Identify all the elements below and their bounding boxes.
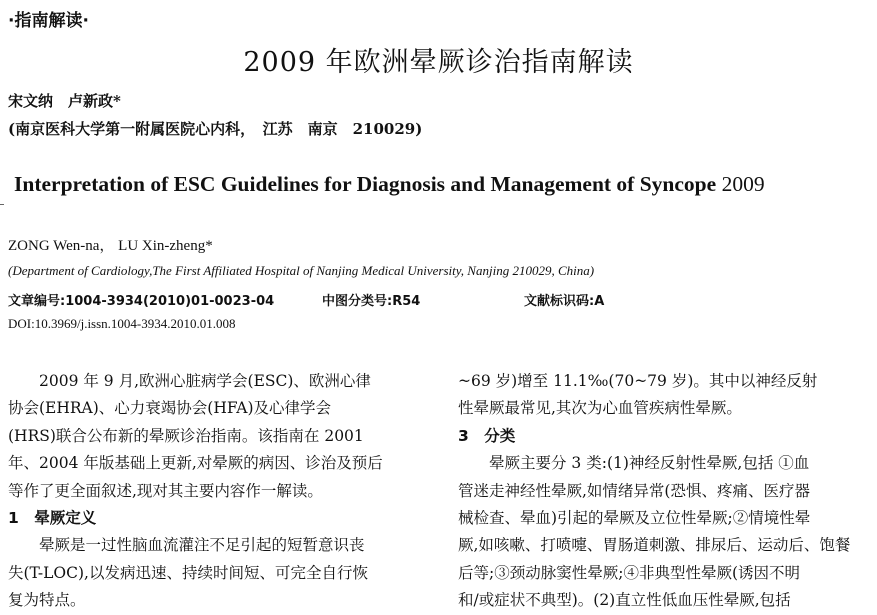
classification-number: 中图分类号:R54	[322, 294, 421, 309]
body-line: 等作了更全面叙述,现对其主要内容作一解读。	[8, 481, 323, 500]
english-authors: ZONG Wen-na， LU Xin-zheng*	[8, 238, 213, 254]
chinese-authors: 宋文纳 卢新政*	[8, 92, 121, 110]
body-line: 晕厥主要分 3 类:(1)神经反射性晕厥,包括 ①血	[458, 454, 810, 473]
body-line: 性晕厥最常见,其次为心血管疾病性晕厥。	[458, 399, 742, 418]
section-tag: ·指南解读·	[8, 11, 89, 31]
body-line: ~69 岁)增至 11.1‰(70~79 岁)。其中以神经反射	[458, 372, 818, 390]
body-column-right	[458, 368, 876, 615]
body-line: 复为特点。	[8, 591, 86, 610]
margin-mark	[0, 204, 4, 205]
body-line: 和/或症状不典型)。(2)直立性低血压性晕厥,包括	[458, 591, 791, 610]
body-line: 年、2004 年版基础上更新,对晕厥的病因、诊治及预后	[8, 454, 383, 473]
section-heading-classification: 3 分类	[458, 426, 516, 445]
body-line: 晕厥是一过性脑血流灌注不足引起的短暂意识丧	[8, 536, 365, 555]
article-number: 文章编号:1004-3934(2010)01-0023-04	[8, 294, 275, 309]
english-title	[14, 172, 765, 197]
body-line: 2009 年 9 月,欧洲心脏病学会(ESC)、欧洲心律	[8, 372, 371, 390]
chinese-affiliation: (南京医科大学第一附属医院心内科， 江苏 南京 210029)	[8, 120, 423, 138]
body-column-left	[8, 368, 436, 615]
doi: DOI:10.3969/j.issn.1004-3934.2010.01.008	[8, 316, 236, 331]
document-code: 文献标识码:A	[524, 294, 605, 309]
body-line: 失(T-LOC),以发病迅速、持续时间短、可完全自行恢	[8, 563, 368, 582]
english-title-text: Interpretation of ESC Guidelines for Diagnosis and Management of Syncope	[14, 172, 717, 196]
english-affiliation: (Department of Cardiology,The First Affiliated Hospital of Nanjing Medical University, Nanjing 210029, China)	[8, 263, 595, 278]
english-title-year: 2009	[721, 172, 765, 196]
body-line: 管迷走神经性晕厥,如情绪异常(恐惧、疼痛、医疗器	[458, 481, 810, 500]
body-line: 后等;③颈动脉窦性晕厥;④非典型性晕厥(诱因不明	[458, 563, 800, 582]
body-line: (HRS)联合公布新的晕厥诊治指南。该指南在 2001	[8, 426, 364, 445]
section-heading-definition: 1 晕厥定义	[8, 509, 97, 528]
body-line: 械检查、晕血)引起的晕厥及立位性晕厥;②情境性晕	[458, 509, 811, 528]
chinese-title: 2009 年欧洲晕厥诊治指南解读	[243, 47, 634, 78]
body-line: 协会(EHRA)、心力衰竭协会(HFA)及心律学会	[8, 399, 332, 418]
body-line: 厥,如咳嗽、打喷嚏、胃肠道刺激、排尿后、运动后、饱餐	[458, 536, 851, 555]
